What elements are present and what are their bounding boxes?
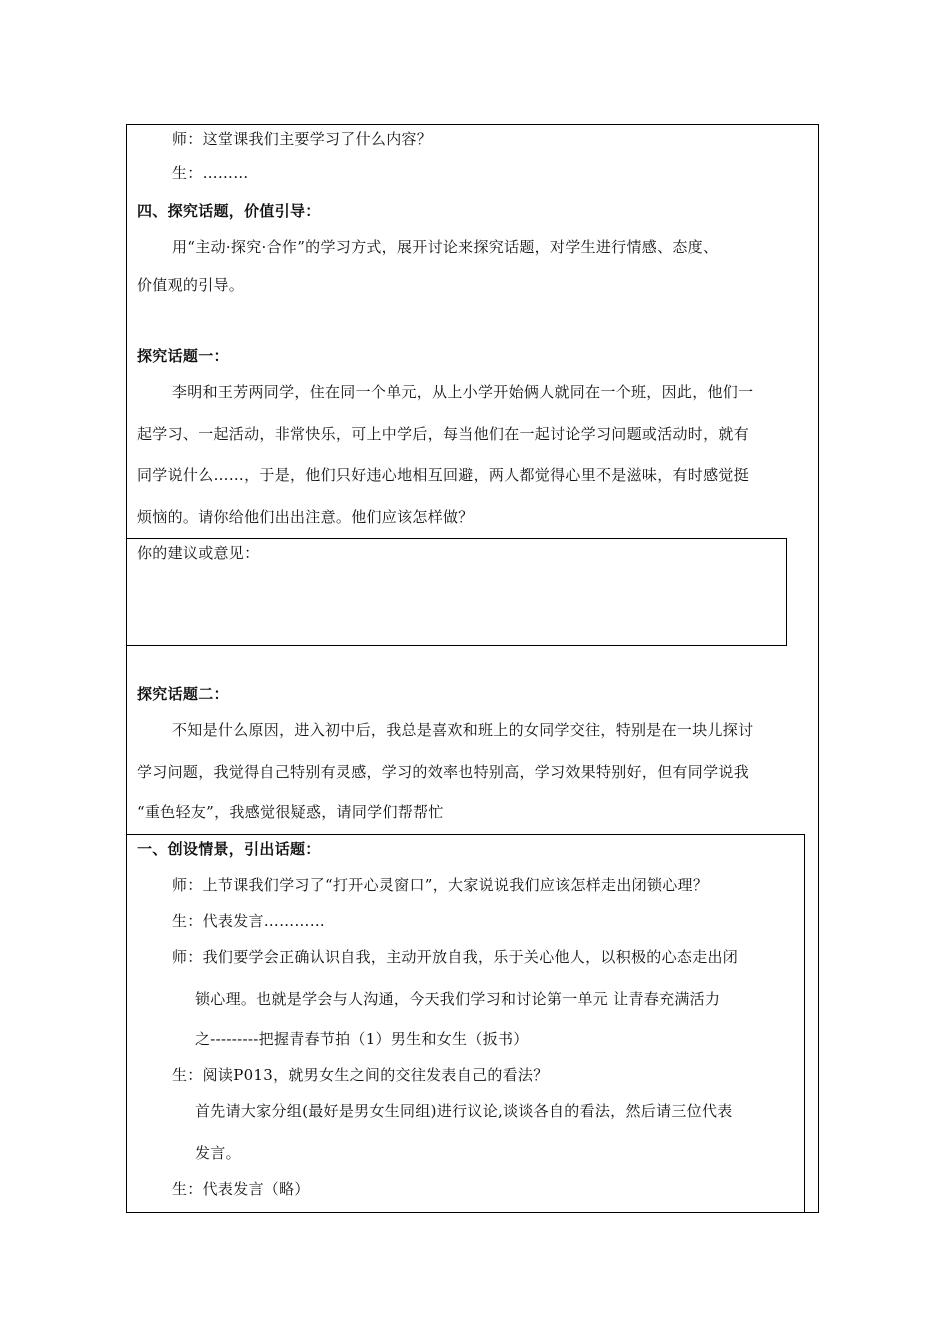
topic2-heading: 探究话题二： [137, 685, 229, 703]
topic2-line: “重色轻友”，我感觉很疑惑，请同学们帮帮忙 [137, 803, 444, 821]
section1-line: 发言。 [195, 1144, 241, 1162]
topic1-line: 起学习、一起活动，非常快乐，可上中学后，每当他们在一起讨论学习问题或活动时，就有 [137, 425, 750, 443]
section1-line: 生：代表发言………… [172, 912, 326, 930]
section1-line: 首先请大家分组(最好是男女生同组)进行议论,谈谈各自的看法，然后请三位代表 [195, 1102, 733, 1120]
topic1-line: 李明和王芳两同学，住在同一个单元，从上小学开始俩人就同在一个班，因此，他们一 [172, 383, 754, 401]
section-heading-4: 四、探究话题，价值引导： [137, 202, 321, 220]
section1-line: 之---------把握青春节拍（1）男生和女生（扳书） [195, 1030, 529, 1048]
section1-line: 生：阅读P013，就男女生之间的交往发表自己的看法？ [172, 1066, 549, 1084]
paragraph-line: 价值观的引导。 [137, 276, 245, 294]
student-answer-line: 生：……… [172, 164, 249, 182]
section1-line: 锁心理。也就是学会与人沟通，今天我们学习和讨论第一单元 让青春充满活力 [195, 990, 721, 1008]
section1-line: 师：上节课我们学习了“打开心灵窗口”，大家说说我们应该怎样走出闭锁心理？ [172, 876, 709, 894]
topic2-line: 不知是什么原因，进入初中后，我总是喜欢和班上的女同学交往，特别是在一块儿探讨 [172, 721, 754, 739]
suggestion-label: 你的建议或意见： [137, 544, 260, 562]
teacher-question-line: 师：这堂课我们主要学习了什么内容？ [172, 130, 433, 148]
topic1-line: 烦恼的。请你给他们出出注意。他们应该怎样做？ [137, 508, 474, 526]
section1-heading: 一、创设情景，引出话题： [137, 840, 321, 858]
paragraph-line: 用“主动·探究·合作”的学习方式，展开讨论来探究话题，对学生进行情感、态度、 [172, 238, 719, 256]
section1-line: 生：代表发言（略） [172, 1180, 310, 1198]
topic2-line: 学习问题，我觉得自己特别有灵感，学习的效率也特别高，学习效果特别好，但有同学说我 [137, 763, 750, 781]
topic1-heading: 探究话题一： [137, 347, 229, 365]
topic1-line: 同学说什么……，于是，他们只好违心地相互回避，两人都觉得心里不是滋味，有时感觉挺 [137, 466, 750, 484]
section1-line: 师：我们要学会正确认识自我，主动开放自我，乐于关心他人，以积极的心态走出闭 [172, 948, 739, 966]
